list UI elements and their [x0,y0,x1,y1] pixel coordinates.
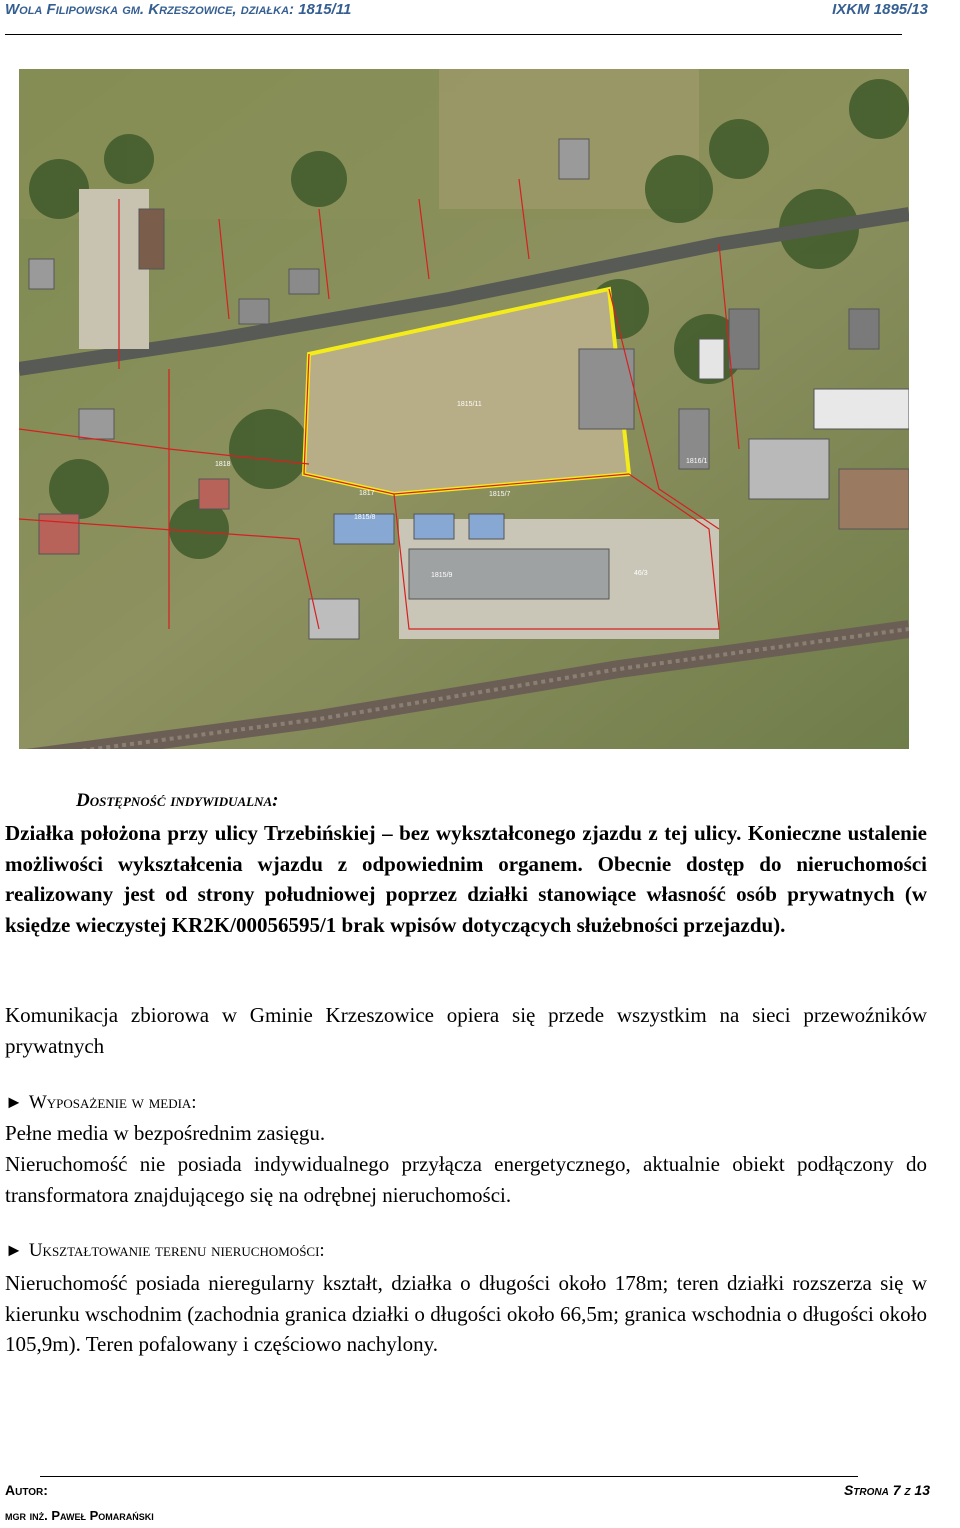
arrow-icon: ► [5,1092,23,1112]
transport-paragraph: Komunikacja zbiorowa w Gminie Krzeszowice opiera się przede wszystkim na sieci przewoźników prywatnych [5,1003,927,1058]
terrain-heading [5,1240,325,1262]
header-location: Wola Filipowska gm. Krzeszowice, działka: 1815/11 [5,1,352,18]
footer-rule [40,1476,858,1477]
header-rule [5,34,902,35]
label-parcel-46-3: 46/3 [634,570,648,577]
utilities-paragraph: Nieruchomość nie posiada indywidualnego przyłącza energetycznego, aktualnie obiekt podłączony do transformatora znajdującego się na odrębnej nieruchomości. [5,1152,927,1207]
label-parcel-1815-8: 1815/8 [354,514,376,521]
label-parcel-1817: 1817 [359,490,375,497]
label-parcel-1816-1: 1816/1 [686,458,708,465]
page-header [0,0,960,40]
footer-author-name: mgr inż. Paweł Pomarański [5,1508,154,1523]
arrow-icon: ► [5,1240,23,1260]
aerial-photo [19,69,909,749]
terrain-title: Ukształtowanie terenu nieruchomości: [28,1240,325,1261]
label-parcel-1815-9: 1815/9 [431,572,453,579]
utilities-title: Wyposażenie w media: [28,1092,197,1113]
label-parcel-1818: 1818 [215,461,231,468]
access-paragraph: Działka położona przy ulicy Trzebińskiej – bez wykształconego zjazdu z tej ulicy. Konieczne ustalenie możliwości wykształcenia wjazdu z odpowiednim organem. Obecnie dostęp do nieruchomości realizowany jest od strony południowej poprzez działki stanowiące własność osób prywatnych (w księdze wieczystej KR2K/00056595/1 brak wpisów dotyczących służebności przejazdu). [5,821,927,937]
utilities-line: Pełne media w bezpośrednim zasięgu. [5,1121,326,1145]
label-parcel-1815-7: 1815/7 [489,491,511,498]
footer-author-label: Autor: [5,1482,48,1498]
utilities-heading [5,1092,197,1114]
footer-page-number: Strona 7 z 13 [843,1482,930,1498]
access-title: Dostępność indywidualna: [76,790,279,811]
terrain-paragraph: Nieruchomość posiada nieregularny kształt, działka o długości około 178m; teren działki rozszerza się w kierunku wschodnim (zachodnia granica działki o długości około 66,5m; granica wschodnia o długości około 105,9m). Teren pofalowany i częściowo nachylony. [5,1271,927,1356]
header-reference: IXKM 1895/13 [832,1,928,18]
label-parcel-1815-11: 1815/11 [457,401,482,408]
